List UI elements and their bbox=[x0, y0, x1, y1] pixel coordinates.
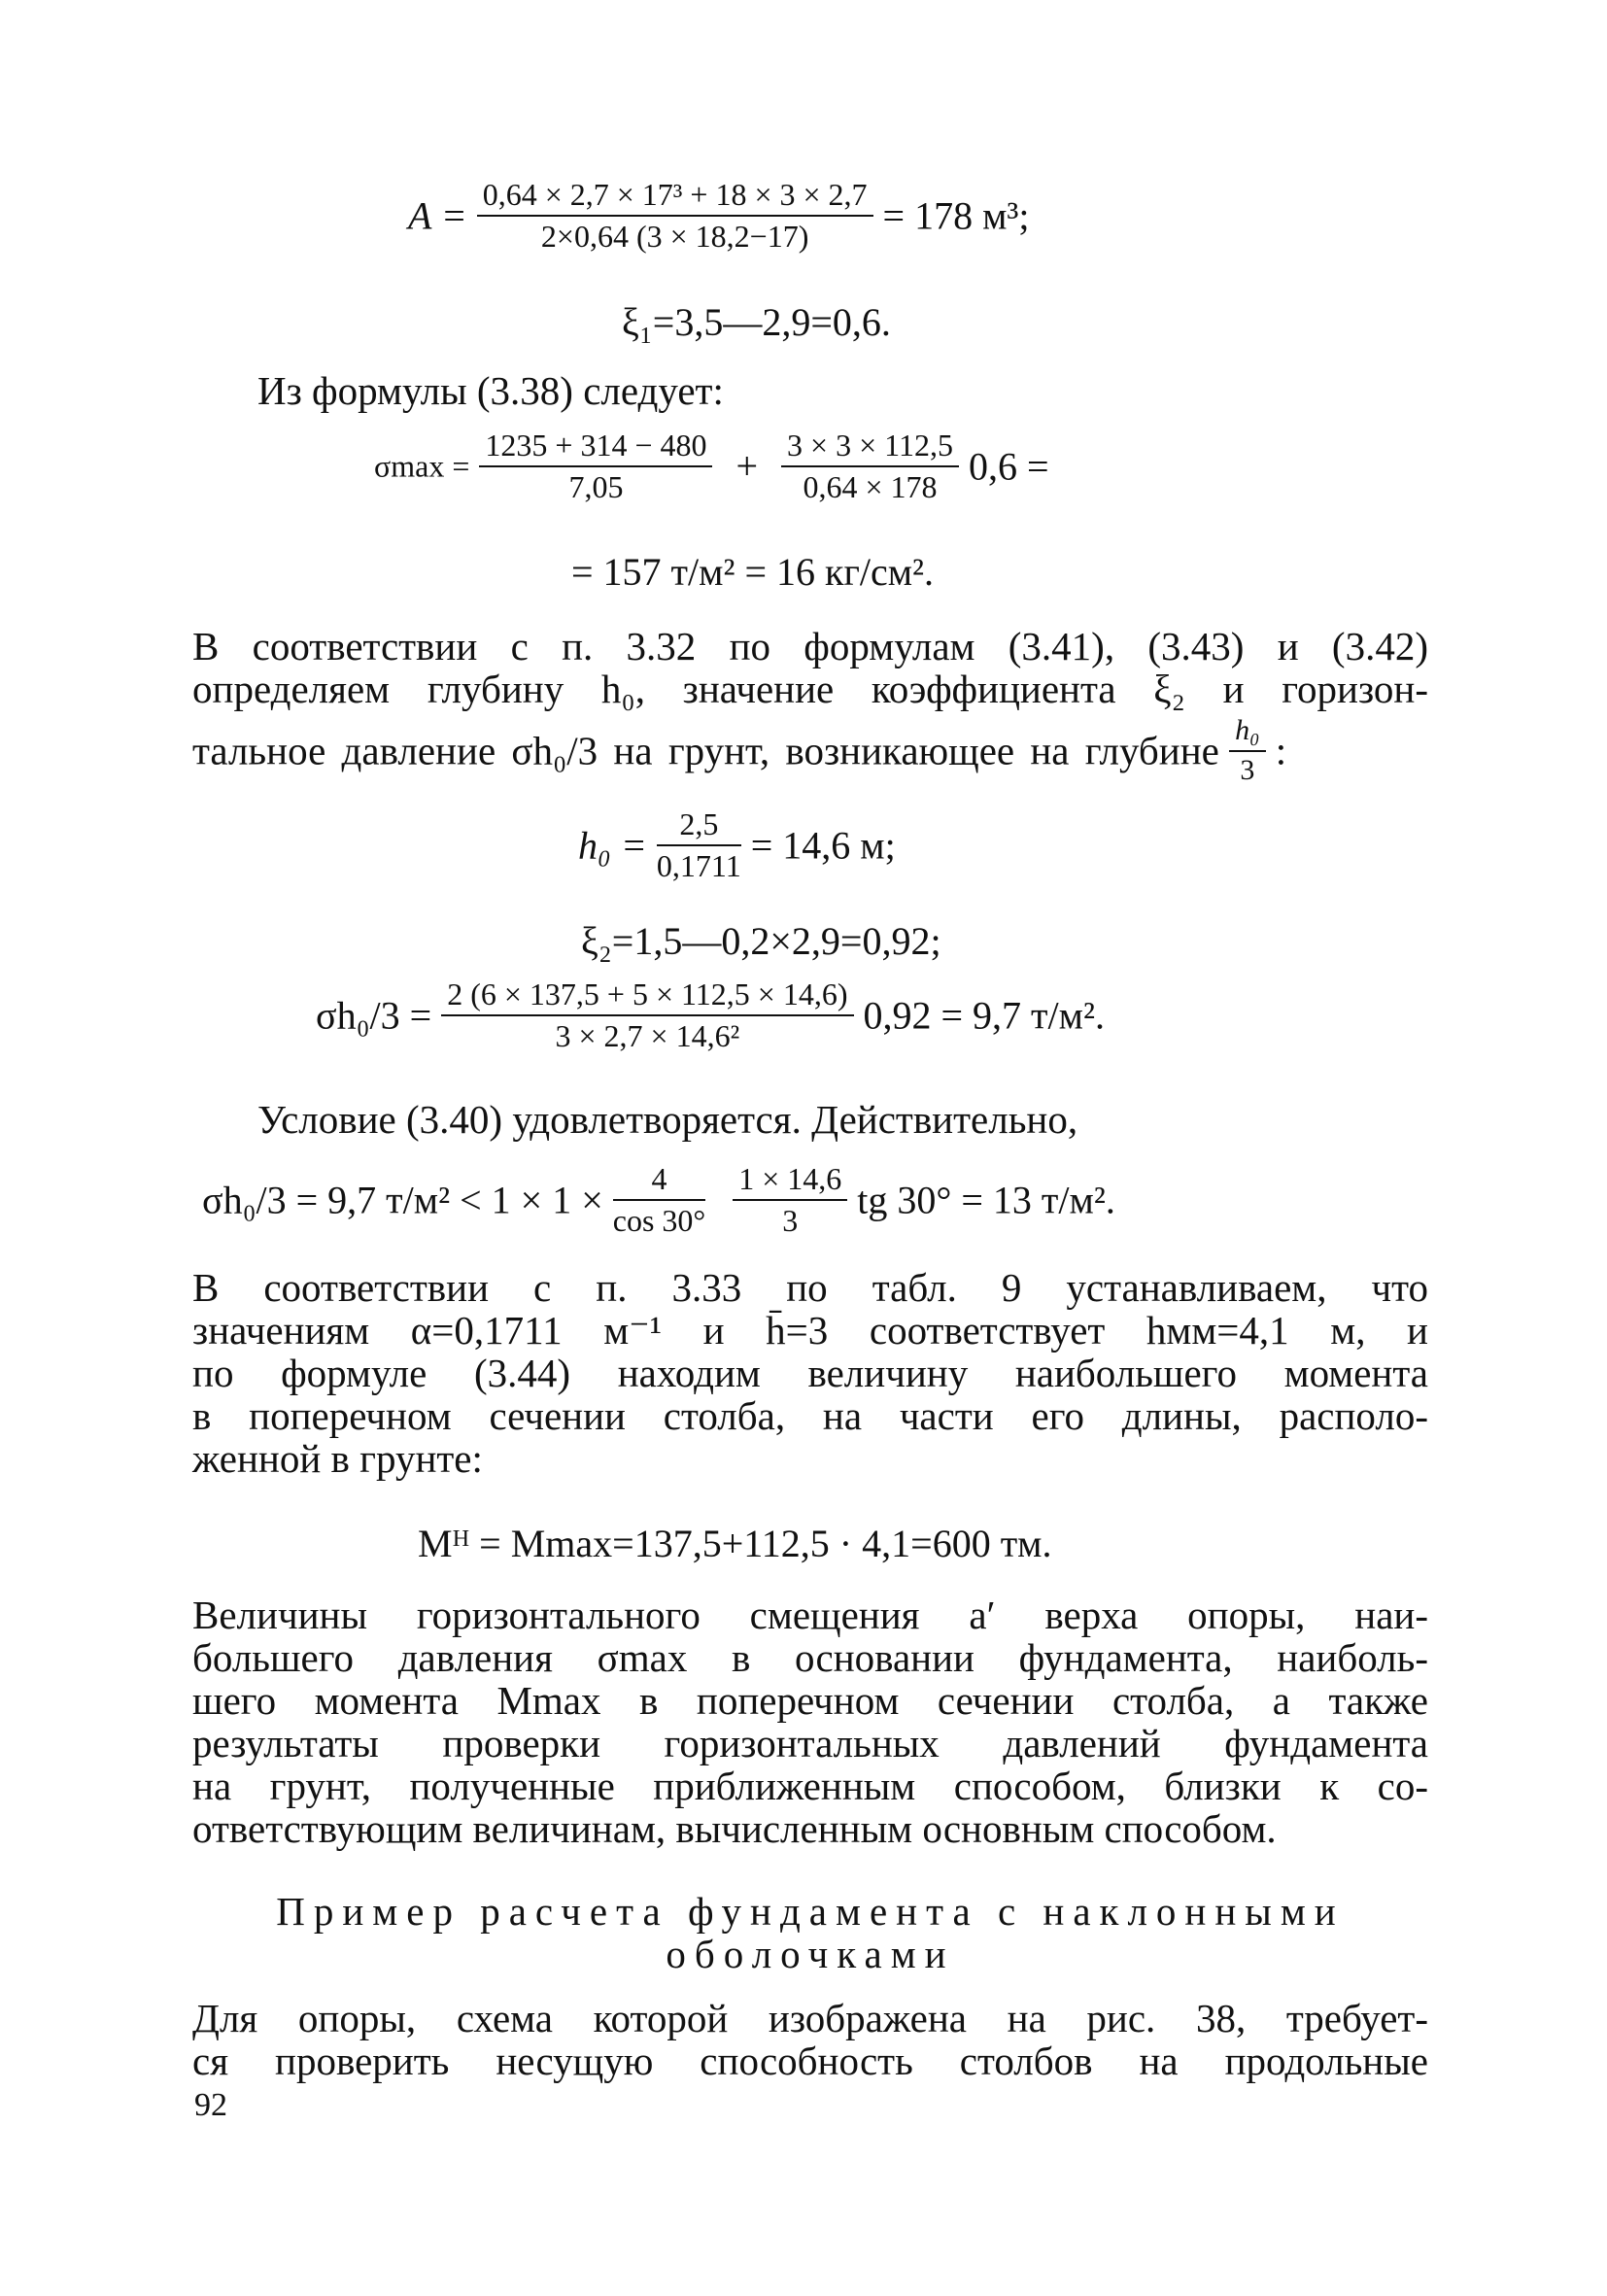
formula-sigma-max-lhs: σmax = bbox=[374, 448, 470, 484]
formula-h0-numerator: 2,5 bbox=[657, 806, 741, 846]
formula-sigma-max-result: = 157 т/м² = 16 кг/см². bbox=[571, 550, 935, 594]
paragraph-4 bbox=[192, 1266, 1428, 1480]
paragraph-5-line-4: результаты проверки горизонтальных давлений фундамента bbox=[192, 1721, 1428, 1765]
paragraph-2 bbox=[192, 625, 1428, 710]
formula-check-den-2: 3 bbox=[782, 1202, 799, 1238]
formula-sigma-h-lhs: σh₀/3 = bbox=[316, 993, 432, 1038]
paragraph-6-line-2: ся проверить несущую способность столбов на продольные bbox=[192, 2039, 1428, 2083]
formula-check-fraction-2 bbox=[733, 1161, 847, 1239]
formula-h0-denominator: 0,1711 bbox=[656, 847, 741, 883]
formula-xi1: ξ₁=3,5—2,9=0,6. bbox=[622, 300, 891, 344]
formula-check-fraction-1 bbox=[613, 1161, 705, 1239]
formula-a-lhs: A = bbox=[408, 193, 467, 238]
paragraph-intro: Из формулы (3.38) следует: bbox=[257, 368, 724, 413]
formula-check-lhs: σh₀/3 = 9,7 т/м² < 1 × 1 × bbox=[202, 1178, 603, 1222]
formula-a-rhs: = 178 м³; bbox=[882, 193, 1030, 238]
paragraph-4-line-4: в поперечном сечении столба, на части его длины, располо- bbox=[192, 1393, 1428, 1438]
formula-sigma-h-fraction bbox=[441, 977, 853, 1054]
paragraph-4-line-2: значениям α=0,1711 м⁻¹ и h̄=3 соответствует hмм=4,1 м, и bbox=[192, 1308, 1428, 1353]
formula-sigma-max bbox=[374, 428, 1049, 505]
formula-a-numerator: 0,64 × 2,7 × 17³ + 18 × 3 × 2,7 bbox=[477, 177, 873, 217]
paragraph-2-line-3-text: тальное давление σh₀/3 на грунт, возникающее на глубине bbox=[192, 728, 1219, 773]
paragraph-5-line-5: на грунт, полученные приближенным способом, близки к со- bbox=[192, 1764, 1428, 1808]
formula-h0-lhs: h₀ = bbox=[578, 823, 647, 868]
paragraph-5-line-1: Величины горизонтального смещения a′ верха опоры, наи- bbox=[192, 1593, 1428, 1637]
paragraph-2-line-1: В соответствии с п. 3.32 по формулам (3.41), (3.43) и (3.42) bbox=[192, 624, 1428, 668]
formula-xi2: ξ₂=1,5—0,2×2,9=0,92; bbox=[581, 919, 941, 963]
paragraph-2-depth-fraction bbox=[1229, 714, 1265, 787]
paragraph-4-line-3: по формуле (3.44) находим величину наибольшего момента bbox=[192, 1351, 1428, 1395]
formula-sigma-max-num-1: 1235 + 314 − 480 bbox=[479, 428, 712, 467]
formula-sigma-h bbox=[316, 977, 1105, 1054]
formula-sigma-h-denominator: 3 × 2,7 × 14,6² bbox=[555, 1017, 740, 1053]
paragraph-2-line-3 bbox=[192, 714, 1428, 787]
formula-check-rhs: tg 30° = 13 т/м². bbox=[857, 1178, 1115, 1222]
paragraph-2-depth-num: h₀ bbox=[1229, 714, 1265, 752]
formula-sigma-max-num-2: 3 × 3 × 112,5 bbox=[781, 428, 959, 467]
paragraph-5-line-6: ответствующим величинам, вычисленным основным способом. bbox=[192, 1806, 1277, 1851]
paragraph-6-line-1: Для опоры, схема которой изображена на рис. 38, требует- bbox=[192, 1996, 1428, 2040]
paragraph-5 bbox=[192, 1593, 1428, 1850]
section-heading-line-1: Пример расчета фундамента с наклонными bbox=[276, 1889, 1345, 1934]
formula-sigma-max-den-1: 7,05 bbox=[568, 468, 624, 504]
formula-sigma-max-fraction-2 bbox=[781, 428, 959, 505]
formula-check-num-1: 4 bbox=[613, 1161, 705, 1201]
formula-h0-fraction bbox=[657, 806, 741, 884]
formula-sigma-max-plus: + bbox=[735, 444, 759, 489]
paragraph-4-line-5: женной в грунте: bbox=[192, 1436, 483, 1481]
paragraph-2-depth-den: 3 bbox=[1240, 753, 1255, 786]
formula-check-num-2: 1 × 14,6 bbox=[733, 1161, 847, 1201]
formula-a bbox=[408, 177, 1030, 255]
paragraph-6 bbox=[192, 1997, 1428, 2082]
formula-sigma-h-rhs: 0,92 = 9,7 т/м². bbox=[863, 993, 1105, 1038]
formula-sigma-max-tail: 0,6 = bbox=[968, 444, 1049, 489]
paragraph-2-colon: : bbox=[1275, 728, 1287, 773]
paragraph-4-line-1: В соответствии с п. 3.33 по табл. 9 устанавливаем, что bbox=[192, 1265, 1428, 1310]
formula-h0 bbox=[578, 806, 896, 884]
paragraph-5-line-2: большего давления σmax в основании фундамента, наиболь- bbox=[192, 1635, 1428, 1680]
formula-a-fraction bbox=[477, 177, 873, 255]
section-heading-line-2: оболочками bbox=[666, 1932, 955, 1976]
section-heading bbox=[192, 1890, 1428, 1975]
paragraph-3: Условие (3.40) удовлетворяется. Действительно, bbox=[257, 1097, 1078, 1142]
page-number: 92 bbox=[194, 2087, 227, 2123]
formula-moment: Mᴴ = Mmax=137,5+112,5 · 4,1=600 тм. bbox=[418, 1522, 1052, 1565]
paragraph-2-line-2: определяем глубину h₀, значение коэффициента ξ₂ и горизон- bbox=[192, 667, 1428, 711]
formula-sigma-max-den-2: 0,64 × 178 bbox=[803, 468, 938, 504]
formula-h0-rhs: = 14,6 м; bbox=[750, 823, 896, 868]
formula-a-denominator: 2×0,64 (3 × 18,2−17) bbox=[540, 218, 809, 254]
formula-sigma-h-numerator: 2 (6 × 137,5 + 5 × 112,5 × 14,6) bbox=[441, 977, 853, 1016]
paragraph-5-line-3: шего момента Mmax в поперечном сечении столба, а также bbox=[192, 1678, 1428, 1723]
formula-check bbox=[202, 1161, 1115, 1239]
formula-sigma-max-fraction-1 bbox=[479, 428, 712, 505]
formula-check-den-1: cos 30° bbox=[612, 1202, 706, 1238]
